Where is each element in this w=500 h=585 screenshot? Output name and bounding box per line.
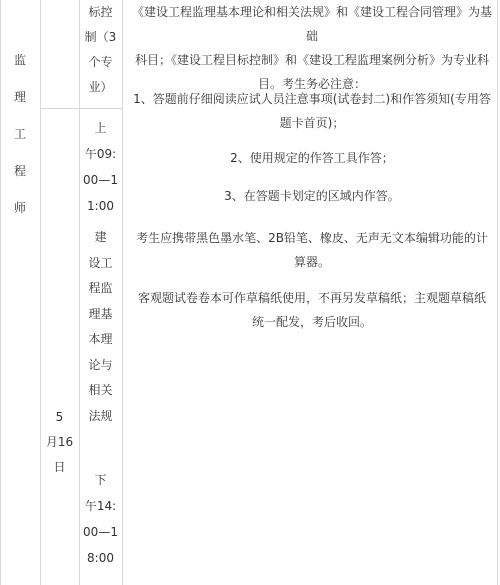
subject-line: 本理	[88, 332, 113, 346]
profession-char: 工	[13, 127, 26, 141]
subject-line: 制（3	[84, 30, 117, 44]
subject-fragment-cell	[79, 0, 122, 100]
notes-item-2	[132, 146, 492, 170]
date-line: 日	[53, 460, 66, 474]
time-line: 00—1	[83, 173, 118, 187]
notes-line: 科目；《建设工程目标控制》和《建设工程监理案例分析》为专业科	[134, 53, 489, 67]
notes-item-1	[132, 87, 492, 135]
morning-subject-cell	[79, 225, 122, 429]
subject-line: 法规	[88, 408, 113, 423]
time-line: 1:00	[87, 199, 114, 213]
morning-time-cell	[79, 115, 122, 219]
notes-line: 统一配发，考后收回。	[251, 315, 372, 329]
notes-intro	[132, 0, 492, 96]
time-line: 午09:	[84, 147, 117, 161]
profession-char: 师	[13, 201, 26, 215]
notes-line: 2、使用规定的作答工具作答；	[230, 151, 394, 165]
subject-line: 建	[94, 230, 107, 244]
notes-line: 算器。	[293, 255, 330, 269]
profession-char: 监	[13, 53, 26, 67]
row-divider	[40, 108, 122, 109]
subject-line: 业）	[88, 80, 113, 94]
time-line: 下	[94, 473, 107, 487]
subject-line: 标控	[88, 5, 113, 19]
notes-item-3	[132, 184, 492, 208]
afternoon-time-cell	[79, 467, 122, 571]
profession-char: 理	[13, 90, 26, 104]
notes-line: 客观题试卷卷本可作草稿纸使用，不再另发草稿纸；主观题草稿纸	[137, 291, 486, 305]
notes-draft-paper	[132, 286, 492, 334]
subject-line: 相关	[88, 383, 113, 397]
time-line: 00—1	[83, 525, 118, 539]
notes-line: 目。考生务必注意：	[257, 77, 366, 91]
notes-line: 1、答题前仔细阅读应试人员注意事项(试卷封二)和作答须知(专用答	[133, 92, 491, 106]
notes-line: 《建设工程监理基本理论和相关法规》和《建设工程合同管理》为基础	[132, 5, 493, 43]
notes-line: 考生应携带黑色墨水笔、2B铅笔、橡皮、无声无文本编辑功能的计	[136, 231, 488, 245]
profession-char: 程	[13, 164, 26, 178]
subject-line: 程监	[88, 281, 113, 295]
subject-line: 论与	[88, 357, 113, 372]
time-line: 上	[94, 121, 107, 135]
notes-line: 题卡首页)；	[279, 116, 345, 130]
exam-date-cell	[40, 405, 79, 480]
table-divider-3	[122, 0, 123, 585]
date-line: 5	[55, 410, 64, 424]
notes-supplies	[132, 226, 492, 274]
time-line: 午14:	[84, 499, 117, 513]
subject-line: 理基	[88, 306, 113, 321]
date-line: 月16	[45, 435, 74, 449]
subject-line: 个专	[88, 55, 113, 69]
subject-line: 设工	[88, 255, 113, 270]
table-border-right	[497, 0, 498, 585]
table-divider-1	[40, 0, 41, 585]
notes-line: 3、在答题卡划定的区域内作答。	[224, 189, 400, 203]
time-line: 8:00	[87, 551, 114, 565]
profession-cell	[0, 42, 40, 227]
